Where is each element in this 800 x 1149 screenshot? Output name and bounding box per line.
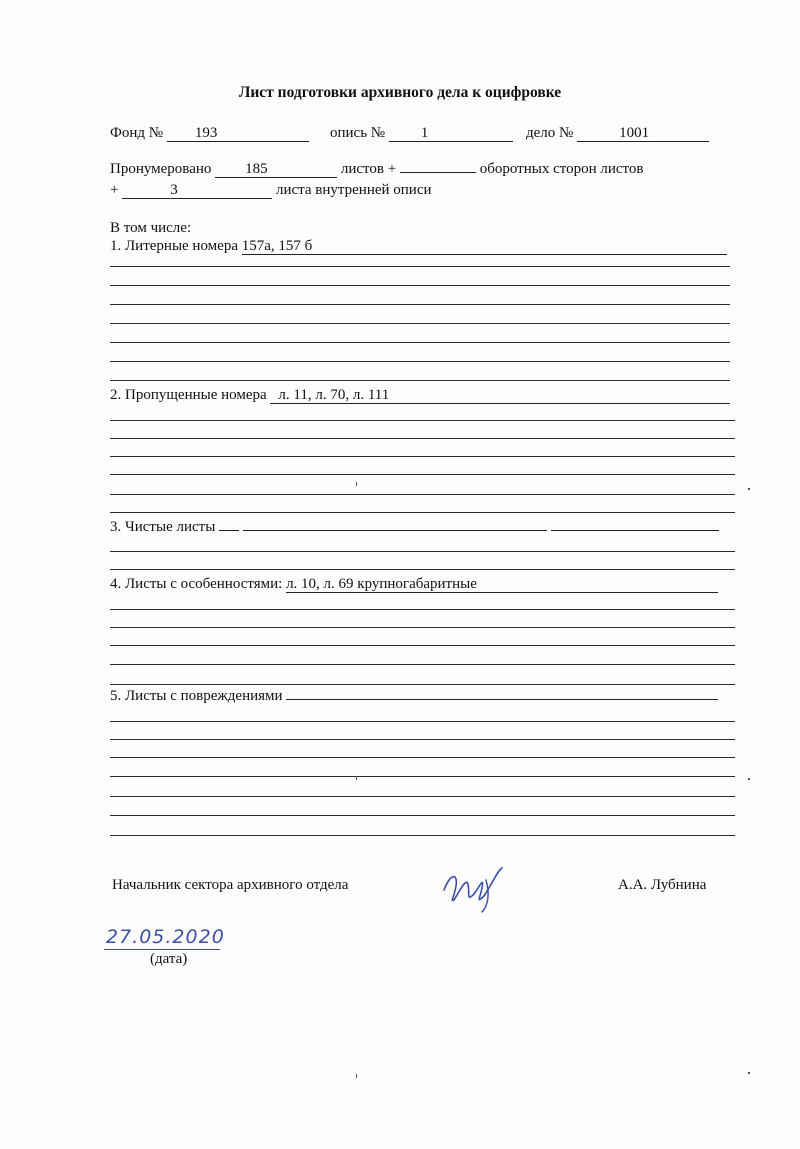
blank-line	[110, 569, 735, 570]
blank-line	[110, 380, 730, 381]
numbered-row	[110, 160, 643, 178]
section-missing-label: 2. Пропущенные номера	[110, 387, 267, 403]
blank-line	[110, 323, 730, 324]
signatory-position: Начальник сектора архивного отдела	[112, 877, 349, 893]
inner-inventory-value: 3	[122, 183, 272, 199]
section-blank	[110, 518, 719, 536]
section-literal	[110, 237, 727, 255]
document-title: Лист подготовки архивного дела к оцифровке	[238, 84, 562, 101]
section-special	[110, 575, 718, 593]
blank-line	[110, 684, 735, 685]
blank-line	[110, 627, 735, 628]
delo-label: дело №	[526, 125, 574, 141]
blank-line	[110, 664, 735, 665]
handwritten-signature	[440, 860, 510, 920]
plus-sign: +	[387, 161, 397, 177]
blank-line	[110, 342, 730, 343]
section-literal-value: 157а, 157 б	[242, 239, 727, 255]
blank-line	[110, 776, 735, 777]
blank-line	[110, 815, 735, 816]
section-special-value: л. 10, л. 69 крупногабаритные	[286, 577, 718, 593]
signatory-name: А.А. Лубнина	[618, 877, 707, 893]
blank-line	[110, 739, 735, 740]
blank-line	[110, 474, 735, 475]
inner-plus-sign: +	[110, 182, 119, 198]
section-damaged-value	[286, 699, 718, 700]
fond-label: Фонд №	[110, 125, 164, 141]
scan-speck	[748, 778, 750, 780]
blank-line	[110, 609, 735, 610]
numbered-value: 185	[215, 162, 337, 178]
fond-value: 193	[167, 126, 309, 142]
blank-line	[110, 796, 735, 797]
blank-line	[110, 512, 735, 513]
blank-line	[110, 285, 730, 286]
section-missing-value: л. 11, л. 70, л. 111	[270, 388, 730, 404]
blank-line	[110, 420, 735, 421]
sheets-word: листов	[340, 161, 385, 177]
section-special-label: 4. Листы с особенностями:	[110, 576, 283, 592]
scan-speck	[356, 776, 357, 780]
scan-speck	[748, 488, 750, 490]
including-label: В том числе:	[110, 220, 192, 236]
blank-line	[110, 721, 735, 722]
blank-line	[110, 494, 735, 495]
blank-line	[110, 757, 735, 758]
blank-line	[110, 304, 730, 305]
blank-line	[110, 835, 735, 836]
blank-line	[110, 456, 735, 457]
handwritten-date: 27.05.2020	[106, 926, 225, 948]
inner-inventory-text: листа внутренней описи	[275, 182, 432, 198]
blank-line	[110, 266, 730, 267]
section-damaged-label: 5. Листы с повреждениями	[110, 688, 283, 704]
scan-speck	[356, 482, 357, 486]
section-blank-label: 3. Чистые листы	[110, 519, 216, 535]
reverse-sides-blank	[400, 172, 476, 173]
reverse-sides-text: оборотных сторон листов	[479, 161, 644, 177]
section-blank-value	[243, 530, 547, 531]
blank-line	[110, 551, 735, 552]
blank-line	[110, 361, 730, 362]
opis-field	[330, 124, 513, 142]
blank-line	[110, 438, 735, 439]
scan-speck	[748, 1072, 750, 1074]
inner-inventory-row	[110, 181, 432, 199]
scan-speck	[356, 1074, 357, 1078]
section-literal-label: 1. Литерные номера	[110, 238, 238, 254]
delo-field	[526, 124, 709, 142]
section-missing	[110, 386, 730, 404]
opis-value: 1	[389, 126, 513, 142]
date-caption: (дата)	[150, 951, 188, 967]
opis-label: опись №	[330, 125, 386, 141]
numbered-label: Пронумеровано	[110, 161, 212, 177]
blank-line	[110, 645, 735, 646]
delo-value: 1001	[577, 126, 709, 142]
fond-field	[110, 124, 309, 142]
section-damaged	[110, 687, 718, 705]
